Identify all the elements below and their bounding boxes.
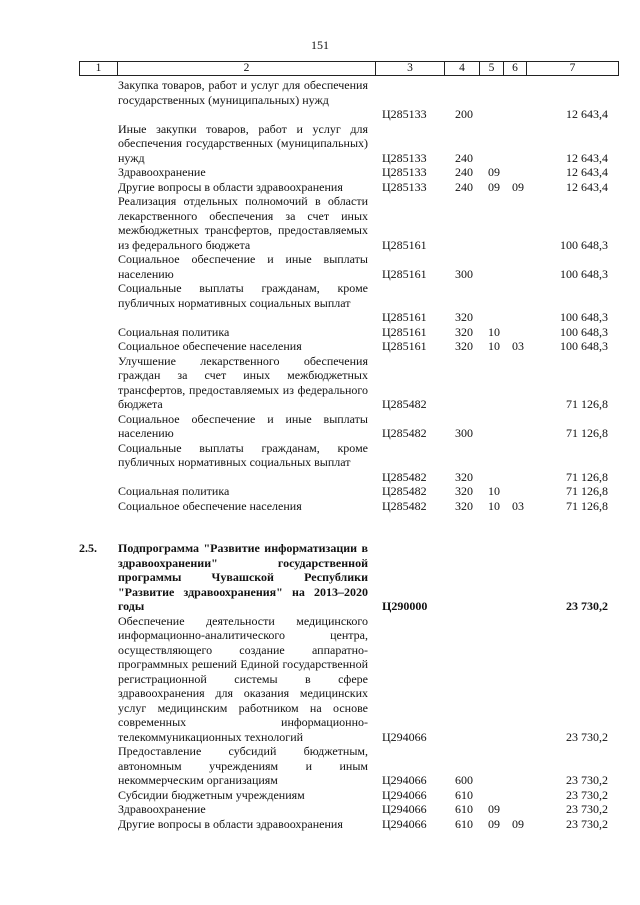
expense-type-code: 600 <box>455 773 473 787</box>
target-article-code: Ц285482 <box>382 426 427 440</box>
table-row <box>0 281 640 325</box>
amount-value: 100 648,3 <box>560 339 608 353</box>
table-row <box>0 802 640 817</box>
expense-type-code: 320 <box>455 310 473 324</box>
table-row <box>0 614 640 745</box>
section-code: 09 <box>488 165 500 179</box>
header-col-5: 5 <box>480 62 504 76</box>
table-row <box>0 817 640 832</box>
table-row <box>0 165 640 180</box>
row-description: Социальное обеспечение и иные выплаты населению <box>118 252 368 281</box>
table-row <box>0 788 640 803</box>
expense-type-code: 200 <box>455 107 473 121</box>
page-number: 151 <box>311 38 329 52</box>
row-description: Социальное обеспечение населения <box>118 498 302 513</box>
expense-type-code: 300 <box>455 426 473 440</box>
row-description: Предоставление субсидий бюджетным, автономным учреждениям и иным некоммерческим организациям <box>118 744 368 787</box>
row-description: Подпрограмма "Развитие информатизации в здравоохранении" государственной программы Чувашской Республики "Развитие здравоохранения" на 2013–2020 годы <box>118 541 368 613</box>
amount-value: 12 643,4 <box>566 107 608 121</box>
expense-type-code: 320 <box>455 324 473 339</box>
table-row <box>0 744 640 788</box>
target-article-code: Ц285161 <box>382 237 427 252</box>
table-row <box>0 412 640 441</box>
expense-type-code: 610 <box>455 787 473 802</box>
target-article-code: Ц290000 <box>382 599 428 613</box>
table-row <box>0 180 640 195</box>
amount-value: 23 730,2 <box>566 729 608 744</box>
amount-value: 71 126,8 <box>566 426 608 440</box>
table-row <box>0 354 640 412</box>
section-code: 10 <box>488 324 500 339</box>
amount-value: 23 730,2 <box>566 816 608 831</box>
subsection-code: 09 <box>512 816 524 831</box>
target-article-code: Ц294066 <box>382 729 427 744</box>
amount-value: 100 648,3 <box>560 310 608 324</box>
row-description: Улучшение лекарственного обеспечения граждан за счет иных межбюджетных трансфертов, предоставляемых из федерального бюджета <box>118 353 368 411</box>
expense-type-code: 320 <box>455 484 473 498</box>
target-article-code: Ц285482 <box>382 498 427 513</box>
expense-type-code: 610 <box>455 802 473 816</box>
expense-type-code: 240 <box>455 179 473 194</box>
expense-type-code: 320 <box>455 469 473 484</box>
section-code: 10 <box>488 484 500 498</box>
expense-type-code: 300 <box>455 266 473 281</box>
target-article-code: Ц285161 <box>382 324 427 339</box>
target-article-code: Ц294066 <box>382 787 427 802</box>
target-article-code: Ц285133 <box>382 165 427 179</box>
table-row <box>0 441 640 485</box>
row-description: Социальная политика <box>118 324 230 339</box>
target-article-code: Ц294066 <box>382 816 427 831</box>
row-description: Социальные выплаты гражданам, кроме публичных нормативных социальных выплат <box>118 440 368 469</box>
table-row <box>0 252 640 281</box>
subsection-code: 09 <box>512 179 524 194</box>
expense-type-code: 240 <box>455 150 473 165</box>
section-code: 09 <box>488 816 500 831</box>
target-article-code: Ц294066 <box>382 802 427 816</box>
table-row <box>0 78 640 122</box>
section-code: 09 <box>488 802 500 816</box>
header-col-6: 6 <box>504 62 527 76</box>
row-description: Социальные выплаты гражданам, кроме публичных нормативных социальных выплат <box>118 281 368 310</box>
row-description: Социальное обеспечение населения <box>118 339 302 353</box>
amount-value: 23 730,2 <box>566 802 608 816</box>
amount-value: 23 730,2 <box>566 773 608 787</box>
row-description: Закупка товаров, работ и услуг для обеспечения государственных (муниципальных) нужд <box>118 78 368 107</box>
section-code: 10 <box>488 498 500 513</box>
target-article-code: Ц285482 <box>382 469 427 484</box>
amount-value: 71 126,8 <box>566 397 608 411</box>
table-row <box>0 122 640 166</box>
subsection-code: 03 <box>512 339 524 353</box>
amount-value: 100 648,3 <box>560 237 608 252</box>
row-description: Субсидии бюджетным учреждениям <box>118 787 305 802</box>
amount-value: 100 648,3 <box>560 324 608 339</box>
row-description: Обеспечение деятельности медицинского информационно-аналитического центра, осуществляющего создание аппаратно-программных решений Единой государственной регистрационной системы в сфере здравоохранения для оказания медицинских услуг медицинским работником на основе современных информационно-телекоммуникационных технологий <box>118 613 368 744</box>
row-number: 2.5. <box>79 541 97 555</box>
amount-value: 71 126,8 <box>566 498 608 513</box>
expense-type-code: 240 <box>455 165 473 179</box>
target-article-code: Ц285161 <box>382 339 427 353</box>
header-col-2: 2 <box>118 62 376 76</box>
row-description: Социальная политика <box>118 484 230 498</box>
table-row <box>0 325 640 340</box>
target-article-code: Ц285133 <box>382 179 427 194</box>
target-article-code: Ц285161 <box>382 310 427 324</box>
header-col-1: 1 <box>80 62 118 76</box>
table-row <box>0 499 640 514</box>
target-article-code: Ц285482 <box>382 397 427 411</box>
table-row <box>0 484 640 499</box>
expense-type-code: 320 <box>455 498 473 513</box>
amount-value: 12 643,4 <box>566 165 608 179</box>
amount-value: 100 648,3 <box>560 266 608 281</box>
expense-type-code: 610 <box>455 816 473 831</box>
subsection-code: 03 <box>512 498 524 513</box>
target-article-code: Ц285482 <box>382 484 427 498</box>
header-col-7: 7 <box>527 62 619 76</box>
amount-value: 71 126,8 <box>566 469 608 484</box>
header-col-3: 3 <box>376 62 445 76</box>
table-row <box>0 194 640 252</box>
section-code: 09 <box>488 179 500 194</box>
section-code: 10 <box>488 339 500 353</box>
amount-value: 23 730,2 <box>566 599 608 613</box>
amount-value: 71 126,8 <box>566 484 608 498</box>
row-description: Иные закупки товаров, работ и услуг для обеспечения государственных (муниципальных) нужд <box>118 121 368 165</box>
row-description: Социальное обеспечение и иные выплаты населению <box>118 411 368 440</box>
target-article-code: Ц285133 <box>382 150 427 165</box>
amount-value: 12 643,4 <box>566 150 608 165</box>
table-row <box>0 541 640 614</box>
row-description: Другие вопросы в области здравоохранения <box>118 816 343 831</box>
row-description: Здравоохранение <box>118 165 206 179</box>
target-article-code: Ц285133 <box>382 107 427 121</box>
expense-type-code: 320 <box>455 339 473 353</box>
row-description: Здравоохранение <box>118 802 206 816</box>
header-col-4: 4 <box>445 62 480 76</box>
amount-value: 23 730,2 <box>566 787 608 802</box>
table-row <box>0 339 640 354</box>
target-article-code: Ц294066 <box>382 773 427 787</box>
row-description: Другие вопросы в области здравоохранения <box>118 179 343 194</box>
row-description: Реализация отдельных полномочий в области лекарственного обеспечения за счет иных межбюджетных трансфертов, предоставляемых из федерального бюджета <box>118 194 368 252</box>
amount-value: 12 643,4 <box>566 179 608 194</box>
target-article-code: Ц285161 <box>382 266 427 281</box>
